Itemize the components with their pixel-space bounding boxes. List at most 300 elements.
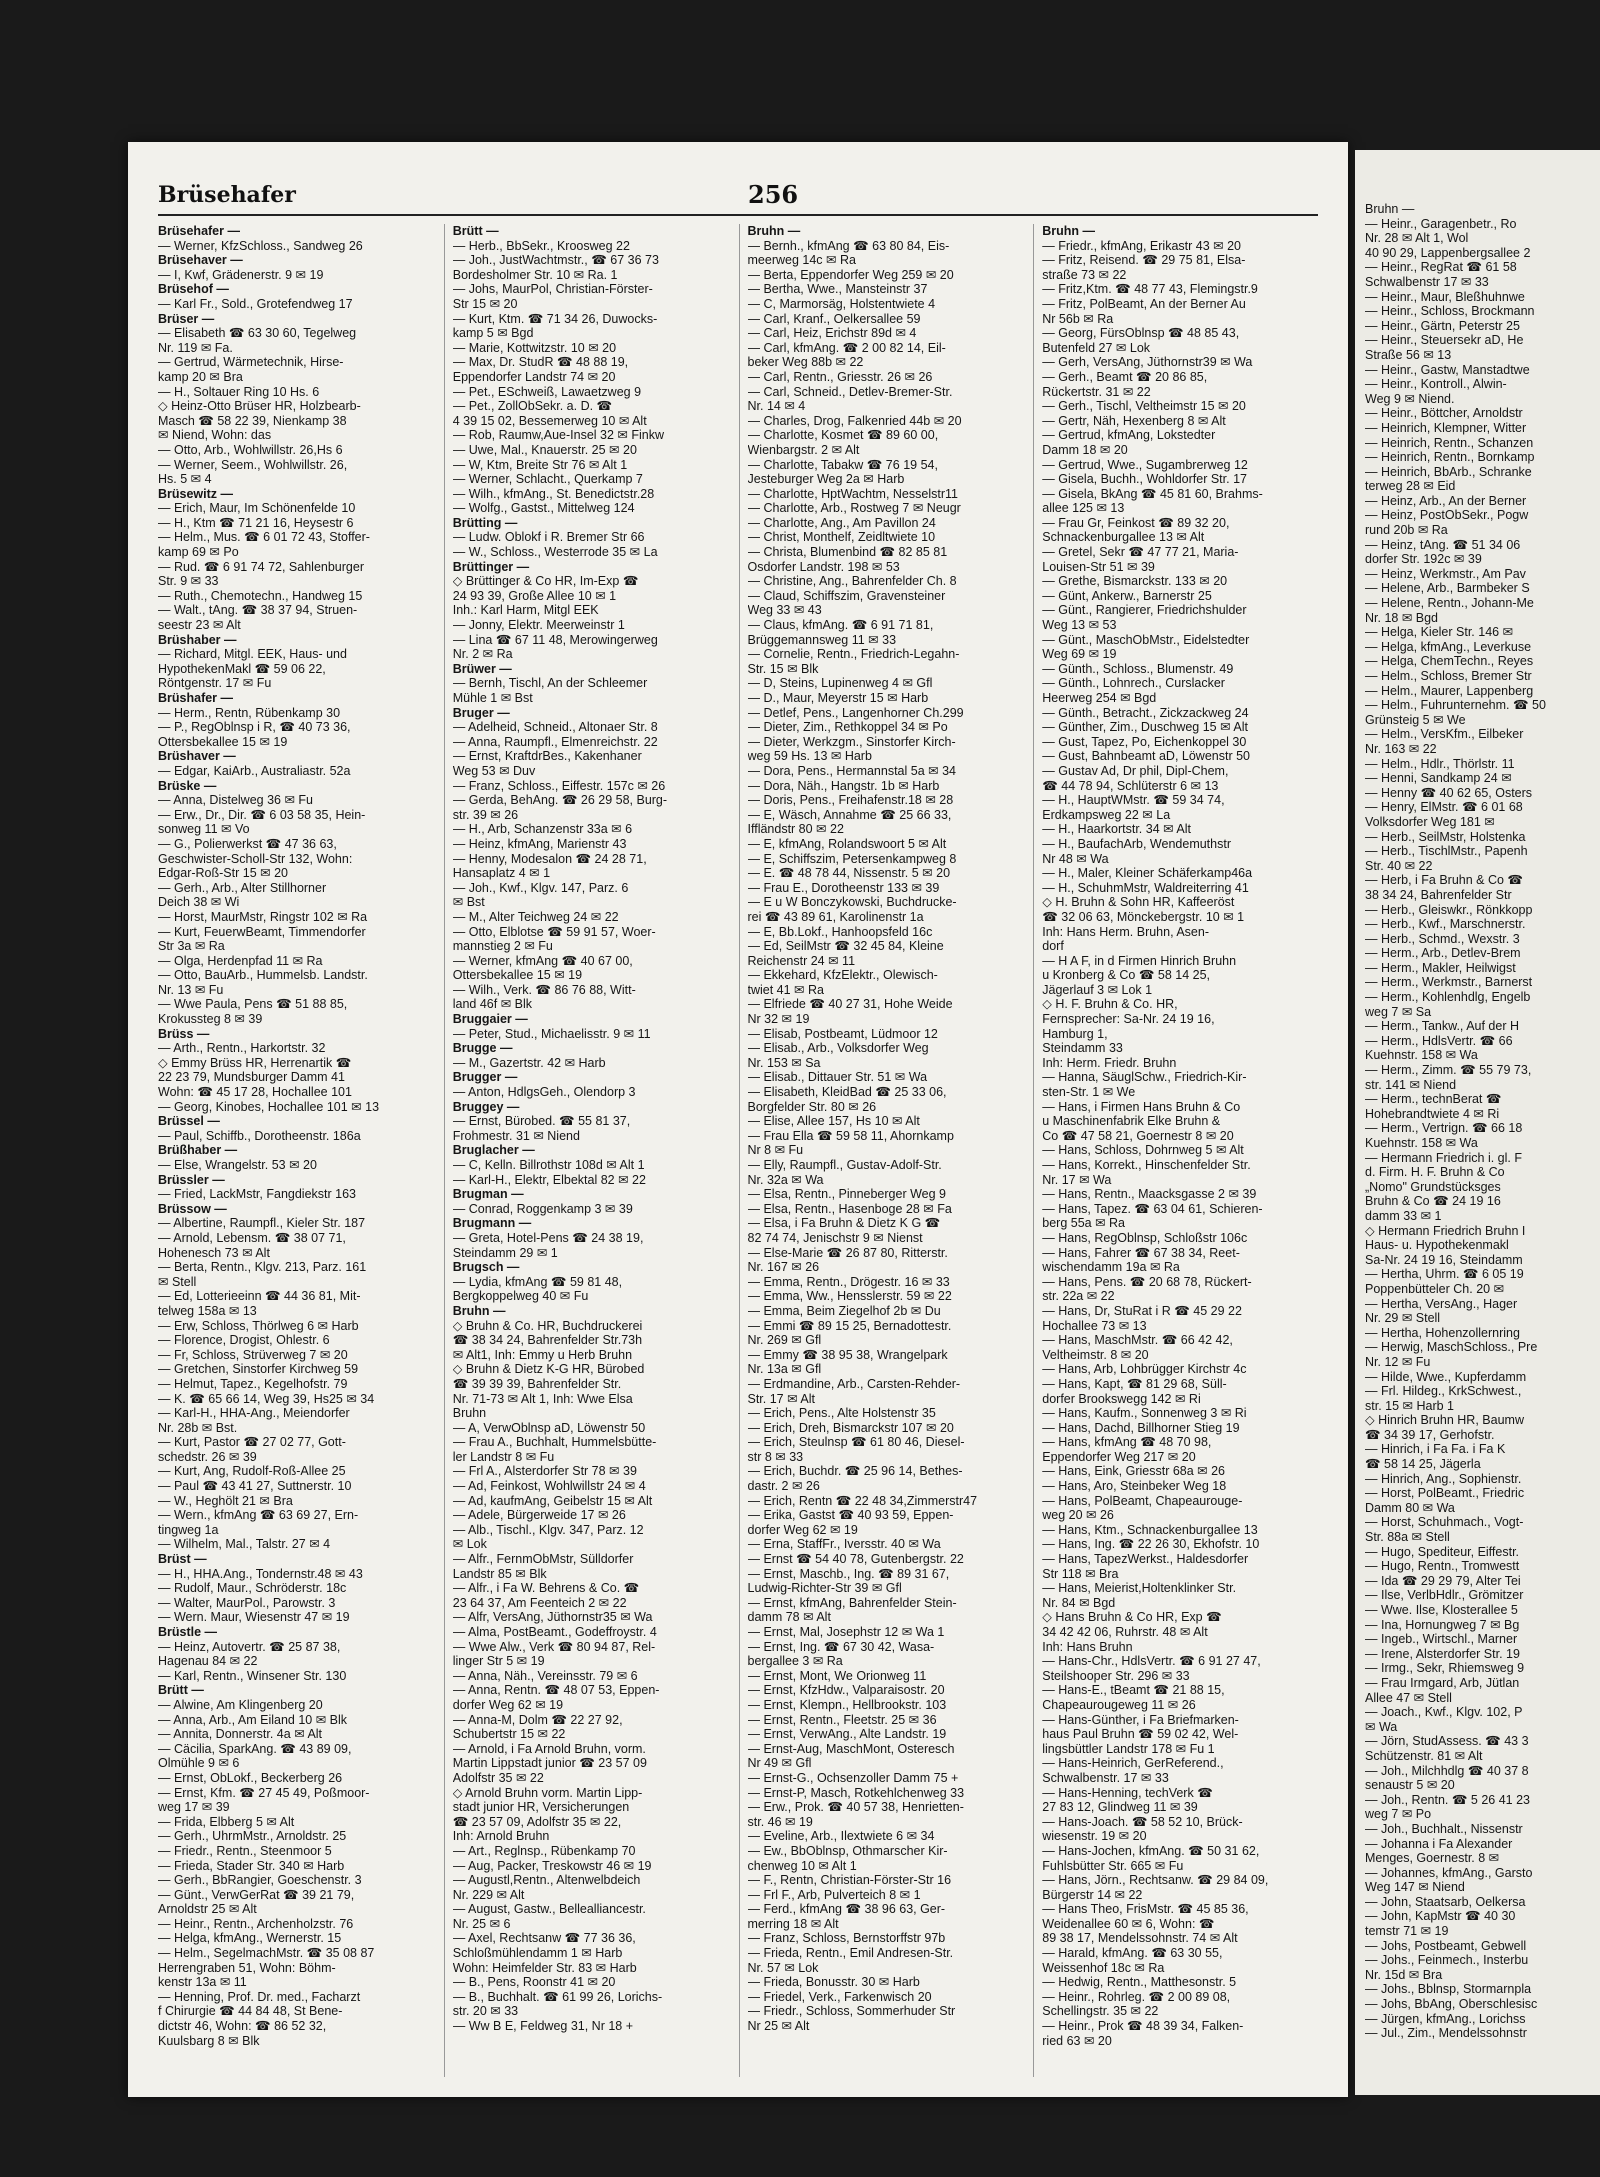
entry-line: — Herm., Makler, Heilwigst <box>1365 960 1516 975</box>
entry-line: — W, Ktm, Breite Str 76 ✉ Alt 1 <box>452 457 628 472</box>
entry-line: Volksdorfer Weg 181 ✉ <box>1365 814 1495 829</box>
entry-line: — Karl, Rentn., Winsener Str. 130 <box>158 1668 347 1683</box>
entry-line: Brütt — <box>158 1683 204 1698</box>
entry-line: Brüshafer — <box>158 691 234 705</box>
entry-line: — Paul ☎ 43 41 27, Suttnerstr. 10 <box>158 1479 352 1494</box>
entry-line: — Werner, Seem., Wohlwillstr. 26, <box>158 457 348 472</box>
entry-line: — Erich, Rentn ☎ 22 48 34,Zimmerstr47 <box>747 1493 978 1508</box>
entry-line: Nr. 2 ✉ Ra <box>452 647 513 662</box>
entry-line: — D, Steins, Lupinenweg 4 ✉ Gfl <box>747 676 933 691</box>
entry-line: Masch ☎ 58 22 39, Nienkamp 38 <box>158 413 347 428</box>
entry-line: Kuulsbarg 8 ✉ Blk <box>158 2033 260 2048</box>
entry-line: — Arnold, i Fa Arnold Bruhn, vorm. <box>452 1741 646 1756</box>
entry-line: Bruhn — <box>747 224 801 238</box>
entry-line: — Gerh., Arb., Alter Stillhorner <box>158 880 327 895</box>
entry-line: — Fr, Schloss, Strüverweg 7 ✉ 20 <box>158 1347 348 1362</box>
entry-line: Wienbargstr. 2 ✉ Alt <box>747 442 860 457</box>
entry-line: Nr. 153 ✉ Sa <box>747 1055 821 1070</box>
entry-line: Nr. 28 ✉ Alt 1, Wol <box>1365 231 1469 246</box>
entry-line: Hamburg 1, <box>1042 1026 1108 1041</box>
entry-line: — Emmi ☎ 89 15 25, Bernadottestr. <box>747 1318 952 1333</box>
entry-line: — Richard, Mitgl. EEK, Haus- und <box>158 647 347 662</box>
entry-line: — Alfr., i Fa W. Behrens & Co. ☎ <box>452 1581 640 1596</box>
entry-line: — Ernst, Ing. ☎ 67 30 42, Wasa- <box>747 1639 935 1654</box>
entry-line: weg 7 ✉ Po <box>1365 1807 1432 1822</box>
entry-line: — Wwe Paula, Pens ☎ 51 88 85, <box>158 997 348 1012</box>
entry-line: — W., Heghölt 21 ✉ Bra <box>158 1493 293 1508</box>
entry-line: Geschwister-Scholl-Str 132, Wohn: <box>158 851 353 866</box>
entry-line: ler Landstr 8 ✉ Fu <box>452 1449 555 1464</box>
entry-line: — Eveline, Arb., Ilextwiete 6 ✉ 34 <box>747 1829 935 1844</box>
entry-line: — Paul, Schiffb., Dorotheenstr. 186a <box>158 1128 361 1143</box>
entry-line: — Gerh, VersAng, Jüthornstr39 ✉ Wa <box>1042 355 1253 370</box>
entry-line: — Hans, MaschMstr. ☎ 66 42 42, <box>1042 1333 1233 1348</box>
entry-line: Str. 40 ✉ 22 <box>1365 858 1433 873</box>
entry-line: Brugmann — <box>452 1216 532 1231</box>
entry-line: — Fritz, Reisend. ☎ 29 75 81, Elsa- <box>1042 253 1246 268</box>
entry-line: — C, Marmorsäg, Holstentwiete 4 <box>747 296 936 311</box>
entry-line: beker Weg 88b ✉ 22 <box>747 355 864 370</box>
entry-line: — Werner, Schlacht., Querkamp 7 <box>452 472 643 487</box>
entry-line: — Hans, Rentn., Maacksgasse 2 ✉ 39 <box>1042 1187 1257 1202</box>
entry-line: Butenfeld 27 ✉ Lok <box>1042 340 1151 355</box>
entry-line: Nr. 14 ✉ 4 <box>747 399 806 414</box>
column-3 <box>748 224 1035 2077</box>
entry-line: — Hans Theo, FrisMstr. ☎ 45 85 36, <box>1042 1902 1249 1917</box>
entry-line: — Frau Ella ☎ 59 58 11, Ahornkamp <box>747 1128 954 1143</box>
entry-line: Weg 147 ✉ Niend <box>1365 1880 1465 1895</box>
entry-line: — Olga, Herdenpfad 11 ✉ Ra <box>158 953 323 968</box>
entry-line: — Hinrich, i Fa Fa. i Fa K <box>1365 1442 1506 1457</box>
entry-line: seestr 23 ✉ Alt <box>158 618 241 633</box>
entry-line: — Hans, Dr, StuRat i R ☎ 45 29 22 <box>1042 1303 1242 1318</box>
entry-line: Bruhn — <box>1042 224 1096 238</box>
entry-line: — Detlef, Pens., Langenhorner Ch.299 <box>747 705 964 720</box>
entry-line: — Günth., Betracht., Zickzackweg 24 <box>1042 705 1249 720</box>
entry-line: — Gertrud, Wwe., Sugambrerweg 12 <box>1042 457 1248 472</box>
entry-line: — Edgar, KaiArb., Australiastr. 52a <box>158 763 351 778</box>
entry-line: Nr. 119 ✉ Fa. <box>158 340 233 355</box>
entry-line: — Heinrich, Rentn., Schanzen <box>1365 435 1534 450</box>
entry-line: — Karl-H., HHA-Ang., Meiendorfer <box>158 1406 350 1421</box>
entry-line: — Rudolf, Maur., Schröderstr. 18c <box>158 1581 347 1596</box>
entry-line: — Hugo, Rentn., Tromwestt <box>1365 1559 1520 1574</box>
entry-line: — Hans-Joach. ☎ 58 52 10, Brück- <box>1042 1814 1243 1829</box>
entry-line: — H., Ktm ☎ 71 21 16, Heysestr 6 <box>158 515 354 530</box>
entry-line: Frohmestr. 31 ✉ Niend <box>452 1128 580 1143</box>
entry-line: — Gisela, Buchh., Wohldorfer Str. 17 <box>1042 472 1247 487</box>
entry-line: — Otto, Arb., Wohlwillstr. 26,Hs 6 <box>158 442 343 457</box>
entry-line: allee 125 ✉ 13 <box>1042 501 1125 516</box>
entry-line: — Helene, Arb., Barmbeker S <box>1365 581 1530 596</box>
entry-line: Olmühle 9 ✉ 6 <box>158 1756 240 1771</box>
entry-line: — E, kfmAng, Rolandswoort 5 ✉ Alt <box>747 836 947 851</box>
entry-line: Nr. 12 ✉ Fu <box>1365 1354 1431 1369</box>
entry-line: — Herm., Tankw., Auf der H <box>1365 1019 1519 1034</box>
entry-line: — Wilh., Verk. ☎ 86 76 88, Witt- <box>452 982 636 997</box>
entry-line: ☎ 38 34 24, Bahrenfelder Str.73h <box>452 1333 643 1348</box>
entry-line: Brugge — <box>452 1041 513 1056</box>
entry-line: lingsbüttler Landstr 178 ✉ Fu 1 <box>1042 1741 1215 1756</box>
entry-line: — Augustl,Rentn., Altenwelbdeich <box>452 1873 641 1888</box>
entry-line: damm 78 ✉ Alt <box>747 1610 831 1625</box>
entry-line: — Berta, Rentn., Klgv. 213, Parz. 161 <box>158 1260 367 1275</box>
entry-line: 40 90 29, Lappenbergsallee 2 <box>1365 245 1531 260</box>
entry-line: Nr. 163 ✉ 22 <box>1365 741 1437 756</box>
entry-line: Brüshaber — <box>158 632 237 647</box>
entry-line: — Heinr., Rentn., Archenholzstr. 76 <box>158 1916 354 1931</box>
entry-line: — Rud. ☎ 6 91 74 72, Sahlenburger <box>158 559 364 574</box>
entry-line: — Elfriede ☎ 40 27 31, Hohe Weide <box>747 997 953 1012</box>
entry-line: — Else, Wrangelstr. 53 ✉ 20 <box>158 1158 317 1172</box>
entry-line: — Hans, Ktm., Schnackenburgallee 13 <box>1042 1522 1258 1537</box>
entry-line: — Alb., Tischl., Klgv. 347, Parz. 12 <box>452 1522 644 1537</box>
entry-line: — Frau A., Buchhalt, Hummelsbütte- <box>452 1435 657 1450</box>
entry-line: f Chirurgie ☎ 44 84 48, St Bene- <box>158 2004 343 2019</box>
entry-line: — Anna, Distelweg 36 ✉ Fu <box>158 793 313 808</box>
entry-line: rei ☎ 43 89 61, Karolinenstr 1a <box>747 909 924 924</box>
entry-line: — Hans-Chr., HdlsVertr. ☎ 6 91 27 47, <box>1042 1654 1261 1669</box>
entry-line: — Henry, ElMstr. ☎ 6 01 68 <box>1365 800 1523 815</box>
entry-line: Eppendorfer Weg 217 ✉ 20 <box>1042 1449 1196 1464</box>
entry-line: — Herm., Vertrign. ☎ 66 18 <box>1365 1121 1523 1136</box>
entry-line: Schwalbenstr. 17 ✉ 33 <box>1042 1770 1169 1785</box>
entry-line: berg 55a ✉ Ra <box>1042 1216 1125 1231</box>
entry-line: tingweg 1a <box>158 1522 219 1537</box>
entry-line: — Charlotte, Ang., Am Pavillon 24 <box>747 515 936 530</box>
entry-line: — Heinz, kfmAng, Marienstr 43 <box>452 836 627 851</box>
entry-line: — Charlotte, Kosmet ☎ 89 60 00, <box>747 428 939 443</box>
entry-line: Inh.: Karl Harm, Mitgl EEK <box>452 603 599 618</box>
entry-line: Nr 25 ✉ Alt <box>747 2019 810 2034</box>
entry-line: — Heinr., Böttcher, Arnoldstr <box>1365 406 1523 421</box>
entry-line: — Herb., Gleiswkr., Rönkkopp <box>1365 902 1533 917</box>
entry-line: str 8 ✉ 33 <box>747 1449 804 1464</box>
entry-line: mannstieg 2 ✉ Fu <box>452 939 553 954</box>
entry-line: ◇ Bruhn & Dietz K-G HR, Bürobed <box>452 1362 645 1377</box>
entry-line: ried 63 ✉ 20 <box>1042 2033 1112 2048</box>
entry-line: — Johs, MaurPol, Christian-Förster- <box>452 282 653 297</box>
entry-line: — M., Gazertstr. 42 ✉ Harb <box>452 1055 606 1070</box>
entry-line: Ottersbekallee 15 ✉ 19 <box>452 968 583 983</box>
entry-line: — Erw., Prok. ☎ 40 57 38, Henrietten- <box>747 1800 964 1815</box>
entry-line: — Karl Fr., Sold., Grotefendweg 17 <box>158 296 353 311</box>
entry-line: — Wwe Alw., Verk ☎ 80 94 87, Rel- <box>452 1639 656 1654</box>
entry-line: — Gisela, BkAng ☎ 45 81 60, Brahms- <box>1042 486 1263 501</box>
entry-line: — Gust, Tapez, Po, Eichenkoppel 30 <box>1042 734 1247 749</box>
entry-line: — Rob, Raumw,Aue-Insel 32 ✉ Finkw <box>452 428 664 443</box>
entry-line: — Alma, PostBeamt., Godeffroystr. 4 <box>452 1625 657 1639</box>
entry-line: — Joh., Milchhdlg ☎ 40 37 8 <box>1365 1763 1529 1778</box>
entry-line: — Anna, Arb., Am Eiland 10 ✉ Blk <box>158 1712 348 1727</box>
entry-line: kenstr 13a ✉ 11 <box>158 1975 247 1990</box>
entry-line: Brüsehaver — <box>158 253 243 268</box>
entry-line: — Henny, Modesalon ☎ 24 28 71, <box>452 851 647 866</box>
entry-line: senaustr 5 ✉ 20 <box>1365 1778 1455 1793</box>
entry-line: — Helm., Fuhrunternehm. ☎ 50 <box>1365 698 1546 713</box>
entry-line: — Anna-M, Dolm ☎ 22 27 92, <box>452 1712 623 1727</box>
entry-line: — Günt., VerwGerRat ☎ 39 21 79, <box>158 1887 355 1902</box>
entry-line: — Elsa, i Fa Bruhn & Dietz K G ☎ <box>747 1216 941 1231</box>
entry-line: — Heinr., Kontroll., Alwin- <box>1365 377 1507 392</box>
entry-line: temstr 71 ✉ 19 <box>1365 1924 1449 1939</box>
column-1 <box>158 224 445 2077</box>
entry-line: — Hertha, VersAng., Hager <box>1365 1296 1518 1311</box>
entry-line: — Hans, Korrekt., Hinschenfelder Str. <box>1042 1158 1251 1172</box>
entry-line: „Nomo" Grundstücksges <box>1365 1179 1501 1194</box>
entry-line: — Günt., Rangierer, Friedrichshulder <box>1042 603 1247 618</box>
entry-line: — Franz, Schloss, Bernstorffstr 97b <box>747 1931 946 1946</box>
entry-line: — Heinz, Werkmstr., Am Pav <box>1365 566 1526 581</box>
entry-line: — Helmut, Tapez., Kegelhofstr. 79 <box>158 1376 348 1391</box>
entry-line: ◇ Emmy Brüss HR, Herrenartik ☎ <box>158 1055 352 1070</box>
entry-line: — Pet., ESchweiß, Lawaetzweg 9 <box>452 384 642 399</box>
entry-line: weg 7 ✉ Sa <box>1365 1004 1432 1019</box>
entry-line: — Frieda, Rentn., Emil Andresen-Str. <box>747 1946 954 1961</box>
entry-line: — Elisab., Arb., Volksdorfer Weg <box>747 1041 929 1056</box>
entry-line: Hochallee 73 ✉ 13 <box>1042 1318 1147 1333</box>
entry-line: — Erich, Pens., Alte Holstenstr 35 <box>747 1406 936 1421</box>
entry-line: — Ilse, VerlbHdlr., Grömitzer <box>1365 1588 1524 1603</box>
entry-line: — Frieda, Stader Str. 340 ✉ Harb <box>158 1858 345 1873</box>
entry-line: — Kurt, Pastor ☎ 27 02 77, Gott- <box>158 1435 346 1450</box>
entry-line: u Kronberg & Co ☎ 58 14 25, <box>1042 968 1211 983</box>
entry-line: ☎ 32 06 63, Mönckebergstr. 10 ✉ 1 <box>1042 909 1245 924</box>
entry-line: linger Str 5 ✉ 19 <box>452 1654 545 1669</box>
entry-line: — Erna, StaffFr., Iversstr. 40 ✉ Wa <box>747 1537 941 1552</box>
entry-line: Nr. 28b ✉ Bst. <box>158 1420 238 1435</box>
entry-line: — Jörn, StudAssess. ☎ 43 3 <box>1365 1734 1529 1749</box>
entry-line: — Günth., Schloss., Blumenstr. 49 <box>1042 661 1234 676</box>
entry-line: — Ew., BbOblnsp, Othmarscher Kir- <box>747 1843 948 1858</box>
entry-line: bergallee 3 ✉ Ra <box>747 1654 843 1669</box>
column-container <box>158 224 1328 2077</box>
entry-line: — Ernst, KraftdrBes., Kakenhaner <box>452 749 642 764</box>
entry-line: — Helm., Hdlr., Thörlstr. 11 <box>1365 756 1515 771</box>
entry-line: — Hinrich, Ang., Sophienstr. <box>1365 1471 1522 1486</box>
entry-line: — Ernst, Bürobed. ☎ 55 81 37, <box>452 1114 631 1129</box>
entry-line: — Elise, Allee 157, Hs 10 ✉ Alt <box>747 1114 920 1129</box>
entry-line: Nr. 269 ✉ Gfl <box>747 1333 822 1348</box>
entry-line: Erdkampsweg 22 ✉ La <box>1042 807 1171 822</box>
entry-line: Straße 56 ✉ 13 <box>1365 347 1452 362</box>
entry-line: — Helm., Maurer, Lappenberg <box>1365 683 1534 698</box>
page-header <box>158 180 1318 216</box>
entry-line: sonweg 11 ✉ Vo <box>158 822 250 837</box>
entry-line: — Helga, Kieler Str. 146 ✉ <box>1365 625 1514 640</box>
entry-line: — Adelheid, Schneid., Altonaer Str. 8 <box>452 720 658 735</box>
entry-line: — Kurt, Ktm. ☎ 71 34 26, Duwocks- <box>452 311 658 326</box>
entry-line: — Gerh., BbRangier, Goeschenstr. 3 <box>158 1873 362 1888</box>
entry-line: Menges, Goernestr. 8 ✉ <box>1365 1851 1500 1866</box>
entry-line: Nr 8 ✉ Fu <box>747 1143 804 1158</box>
entry-line: — Gerda, BehAng. ☎ 26 29 58, Burg- <box>452 793 668 808</box>
entry-line: — Alwine, Am Klingenberg 20 <box>158 1697 323 1712</box>
entry-line: — Jürgen, kfmAng., Lorichss <box>1365 2011 1526 2026</box>
entry-line: — Elsa, Rentn., Hasenboge 28 ✉ Fa <box>747 1201 952 1216</box>
entry-line: Nr. 15d ✉ Bra <box>1365 1967 1443 1982</box>
entry-line: Nr. 167 ✉ 26 <box>747 1260 820 1275</box>
entry-line: Nr 48 ✉ Wa <box>1042 851 1109 866</box>
entry-line: haus Paul Bruhn ☎ 59 02 42, Wel- <box>1042 1727 1239 1742</box>
entry-line: — K. ☎ 65 66 14, Weg 39, Hs25 ✉ 34 <box>158 1391 375 1406</box>
entry-line: ◇ Hinrich Bruhn HR, Baumw <box>1365 1413 1524 1428</box>
entry-line: — Hans-Henning, techVerk ☎ <box>1042 1785 1213 1800</box>
entry-line: — Helga, ChemTechn., Reyes <box>1365 654 1534 669</box>
entry-line: — Adele, Bürgerweide 17 ✉ 26 <box>452 1508 626 1523</box>
entry-line: — Doris, Pens., Freihafenstr.18 ✉ 28 <box>747 793 954 808</box>
entry-line: Brüske — <box>158 778 217 793</box>
entry-line: — Hans-E., tBeamt ☎ 21 88 15, <box>1042 1683 1225 1698</box>
entry-line: str. 39 ✉ 26 <box>452 807 519 822</box>
entry-line: ◇ H. Bruhn & Sohn HR, Kaffeeröst <box>1042 895 1235 910</box>
entry-line: Heerweg 254 ✉ Bgd <box>1042 691 1157 705</box>
entry-line: — Ernst, Maschb., Ing. ☎ 89 31 67, <box>747 1566 950 1581</box>
entry-line: — Ernst, Kfm. ☎ 27 45 49, Poßmoor- <box>158 1785 370 1800</box>
entry-line: — Joh., JustWachtmstr., ☎ 67 36 73 <box>452 253 659 268</box>
entry-line: Inh: Herm. Friedr. Bruhn <box>1042 1055 1177 1070</box>
entry-line: — Hans, Jörn., Rechtsanw. ☎ 29 84 09, <box>1042 1873 1269 1888</box>
entry-line: — Hans-Heinrich, GerReferend., <box>1042 1756 1224 1771</box>
entry-line: 22 23 79, Mundsburger Damm 41 <box>158 1070 345 1085</box>
entry-line: ✉ Niend, Wohn: das <box>158 428 272 443</box>
entry-line: ◇ Brüttinger & Co HR, Im-Exp ☎ <box>452 574 639 589</box>
entry-line: ◇ H. F. Bruhn & Co. HR, <box>1042 997 1178 1012</box>
entry-line: Str 3a ✉ Ra <box>158 939 225 954</box>
entry-line: Brüsehafer — <box>158 224 240 238</box>
entry-line: — Anton, HdlgsGeh., Olendorp 3 <box>452 1085 636 1100</box>
entry-line: Wohn: Heimfelder Str. 83 ✉ Harb <box>452 1960 637 1975</box>
entry-line: — B., Buchhalt. ☎ 61 99 26, Lorichs- <box>452 1989 663 2004</box>
entry-line: Brüst — <box>158 1552 207 1567</box>
entry-line: — Heinz, Autovertr. ☎ 25 87 38, <box>158 1639 341 1654</box>
entry-line: rund 20b ✉ Ra <box>1365 523 1448 538</box>
entry-line: — Heinr., Schloss, Brockmann <box>1365 304 1535 319</box>
entry-line: ✉ Lok <box>452 1537 487 1552</box>
entry-line: — Henni, Sandkamp 24 ✉ <box>1365 771 1512 786</box>
entry-line: — Helga, kfmAng., Wernerstr. 15 <box>158 1931 342 1946</box>
entry-line: — Anna, Rentn. ☎ 48 07 53, Eppen- <box>452 1683 660 1698</box>
entry-line: Nr. 29 ✉ Stell <box>1365 1311 1441 1326</box>
entry-line: str. 22a ✉ 22 <box>1042 1289 1115 1304</box>
entry-line: — Horst, MaurMstr, Ringstr 102 ✉ Ra <box>158 909 368 924</box>
entry-line: ◇ Heinz-Otto Brüser HR, Holzbearb- <box>158 399 361 414</box>
column-2 <box>453 224 740 2077</box>
entry-line: — Marie, Kottwitzstr. 10 ✉ 20 <box>452 340 617 355</box>
entry-line: weg 59 Hs. 13 ✉ Harb <box>747 749 872 764</box>
entry-line: — Wern., kfmAng ☎ 63 69 27, Ern- <box>158 1508 359 1523</box>
entry-line: — Ina, Hornungweg 7 ✉ Bg <box>1365 1617 1520 1632</box>
entry-line: ✉ Stell <box>158 1274 197 1289</box>
entry-line: — Dora, Näh., Hangstr. 1b ✉ Harb <box>747 778 940 793</box>
entry-line: — Georg, FürsOblnsp ☎ 48 85 43, <box>1042 326 1240 341</box>
entry-line: chenweg 10 ✉ Alt 1 <box>747 1858 857 1873</box>
entry-line: 89 38 17, Mendelssohnstr. 74 ✉ Alt <box>1042 1931 1238 1946</box>
entry-line: ◇ Bruhn & Co. HR, Buchdruckerei <box>452 1318 643 1333</box>
entry-line: — Johs, Postbeamt, Gebwell <box>1365 1938 1527 1953</box>
entry-line: kamp 69 ✉ Po <box>158 545 239 560</box>
entry-line: — Bernh., kfmAng ☎ 63 80 84, Eis- <box>747 238 950 253</box>
entry-line: — Charlotte, Tabakw ☎ 76 19 54, <box>747 457 938 472</box>
entry-line: — Herm., Rentn, Rübenkamp 30 <box>158 705 341 720</box>
entry-line: — Georg, Kinobes, Hochallee 101 ✉ 13 <box>158 1099 380 1114</box>
entry-line: — Gerh., Beamt ☎ 20 86 85, <box>1042 369 1208 384</box>
entry-line: — Erich, Maur, Im Schönenfelde 10 <box>158 501 356 516</box>
entry-line: Röntgenstr. 17 ✉ Fu <box>158 676 272 691</box>
entry-line: — Herwig, MaschSchloss., Pre <box>1365 1340 1538 1355</box>
entry-line: — Albertine, Raumpfl., Kieler Str. 187 <box>158 1216 366 1231</box>
entry-line: Brüsewitz — <box>158 486 234 501</box>
entry-line: Kuehnstr. 158 ✉ Wa <box>1365 1136 1478 1150</box>
entry-line: 23 64 37, Am Feenteich 2 ✉ 22 <box>452 1595 627 1610</box>
entry-line: — Ernst-P, Masch, Rotkehlchenweg 33 <box>747 1785 965 1800</box>
entry-line: ✉ Alt1, Inh: Emmy u Herb Bruhn <box>452 1347 633 1362</box>
entry-line: Brüsehof — <box>158 282 229 297</box>
entry-line: — Heinr., RegRat ☎ 61 58 <box>1365 260 1517 275</box>
entry-line: — Annita, Donnerstr. 4a ✉ Alt <box>158 1727 323 1742</box>
entry-line: — Frl A., Alsterdorfer Str 78 ✉ 39 <box>452 1464 637 1479</box>
entry-line: — Johs., Feinmech., Insterbu <box>1365 1953 1529 1968</box>
entry-line: — H., HHA.Ang., Tondernstr.48 ✉ 43 <box>158 1566 363 1581</box>
entry-line: Weg 69 ✉ 19 <box>1042 647 1117 662</box>
entry-line: Bruger — <box>452 705 510 720</box>
entry-line: — Heinr., Garagenbetr., Ro <box>1365 216 1517 231</box>
entry-line: — John, KapMstr ☎ 40 30 <box>1365 1909 1516 1924</box>
entry-line: — Hanna, SäuglSchw., Friedrich-Kir- <box>1042 1070 1247 1085</box>
entry-line: — Herb., BbSekr., Kroosweg 22 <box>452 238 630 253</box>
entry-line: — Erdmandine, Arb., Carsten-Rehder- <box>747 1376 961 1391</box>
entry-line: Landstr 85 ✉ Blk <box>452 1566 547 1581</box>
entry-line: — Wilhelm, Mal., Talstr. 27 ✉ 4 <box>158 1537 331 1552</box>
entry-line: Wohn: ☎ 45 17 28, Hochallee 101 <box>158 1085 352 1100</box>
entry-line: Sa-Nr. 24 19 16, Steindamm <box>1365 1252 1523 1267</box>
entry-line: terweg 28 ✉ Eid <box>1365 479 1456 494</box>
entry-line: — F., Rentn, Christian-Förster-Str 16 <box>747 1873 952 1888</box>
entry-line: — Frl F., Arb, Pulverteich 8 ✉ 1 <box>747 1887 921 1902</box>
entry-line: — Hans, TapezWerkst., Haldesdorfer <box>1042 1552 1249 1567</box>
entry-line: — Hans, Aro, Steinbeker Weg 18 <box>1042 1479 1227 1494</box>
entry-line: — E, Schiffszim, Petersenkampweg 8 <box>747 851 957 866</box>
entry-line: — Anna, Raumpfl., Elmenreichstr. 22 <box>452 734 658 749</box>
entry-line: Brüssow — <box>158 1201 227 1216</box>
entry-line: — Lydia, kfmAng ☎ 59 81 48, <box>452 1274 623 1289</box>
entry-line: — Alfr, VersAng, Jüthornstr35 ✉ Wa <box>452 1610 653 1625</box>
entry-line: — Christa, Blumenbind ☎ 82 85 81 <box>747 545 948 560</box>
entry-line: — Hans, i Firmen Hans Bruhn & Co <box>1042 1099 1241 1114</box>
entry-line: Nr. 84 ✉ Bgd <box>1042 1595 1116 1610</box>
entry-line: — Gretchen, Sinstorfer Kirchweg 59 <box>158 1362 359 1377</box>
entry-line: wiesenstr. 19 ✉ 20 <box>1042 1829 1147 1844</box>
entry-line: Schubertstr 15 ✉ 22 <box>452 1727 566 1742</box>
entry-line: — Wwe. Ilse, Klosterallee 5 <box>1365 1603 1518 1617</box>
entry-line: — Hedwig, Rentn., Matthesonstr. 5 <box>1042 1975 1237 1990</box>
entry-line: — Charlotte, Arb., Rostweg 7 ✉ Neugr <box>747 501 961 516</box>
entry-line: Str 15 ✉ 20 <box>452 296 518 311</box>
entry-line: Nr. 71-73 ✉ Alt 1, Inh: Wwe Elsa <box>452 1391 633 1406</box>
entry-line: Brüwer — <box>452 661 512 676</box>
entry-line: dorfer Weg 62 ✉ 19 <box>747 1522 858 1537</box>
entry-line: — Horst, Schuhmach., Vogt- <box>1365 1515 1524 1530</box>
entry-line: ◇ Hans Bruhn & Co HR, Exp ☎ <box>1042 1610 1222 1625</box>
entry-line: — Friedel, Verk., Farkenwisch 20 <box>747 1989 932 2004</box>
entry-line: Eppendorfer Landstr 74 ✉ 20 <box>452 369 616 384</box>
entry-line: — Kurt, Ang, Rudolf-Roß-Allee 25 <box>158 1464 346 1479</box>
entry-line: — Heinr., Steuersekr aD, He <box>1365 333 1524 348</box>
entry-line: — Fritz, PolBeamt, An der Berner Au <box>1042 296 1246 311</box>
next-page-column <box>1365 202 1600 2041</box>
entry-line: Bruhn <box>452 1406 487 1421</box>
entry-line: — Hans, Schloss, Dohrnweg 5 ✉ Alt <box>1042 1143 1244 1158</box>
